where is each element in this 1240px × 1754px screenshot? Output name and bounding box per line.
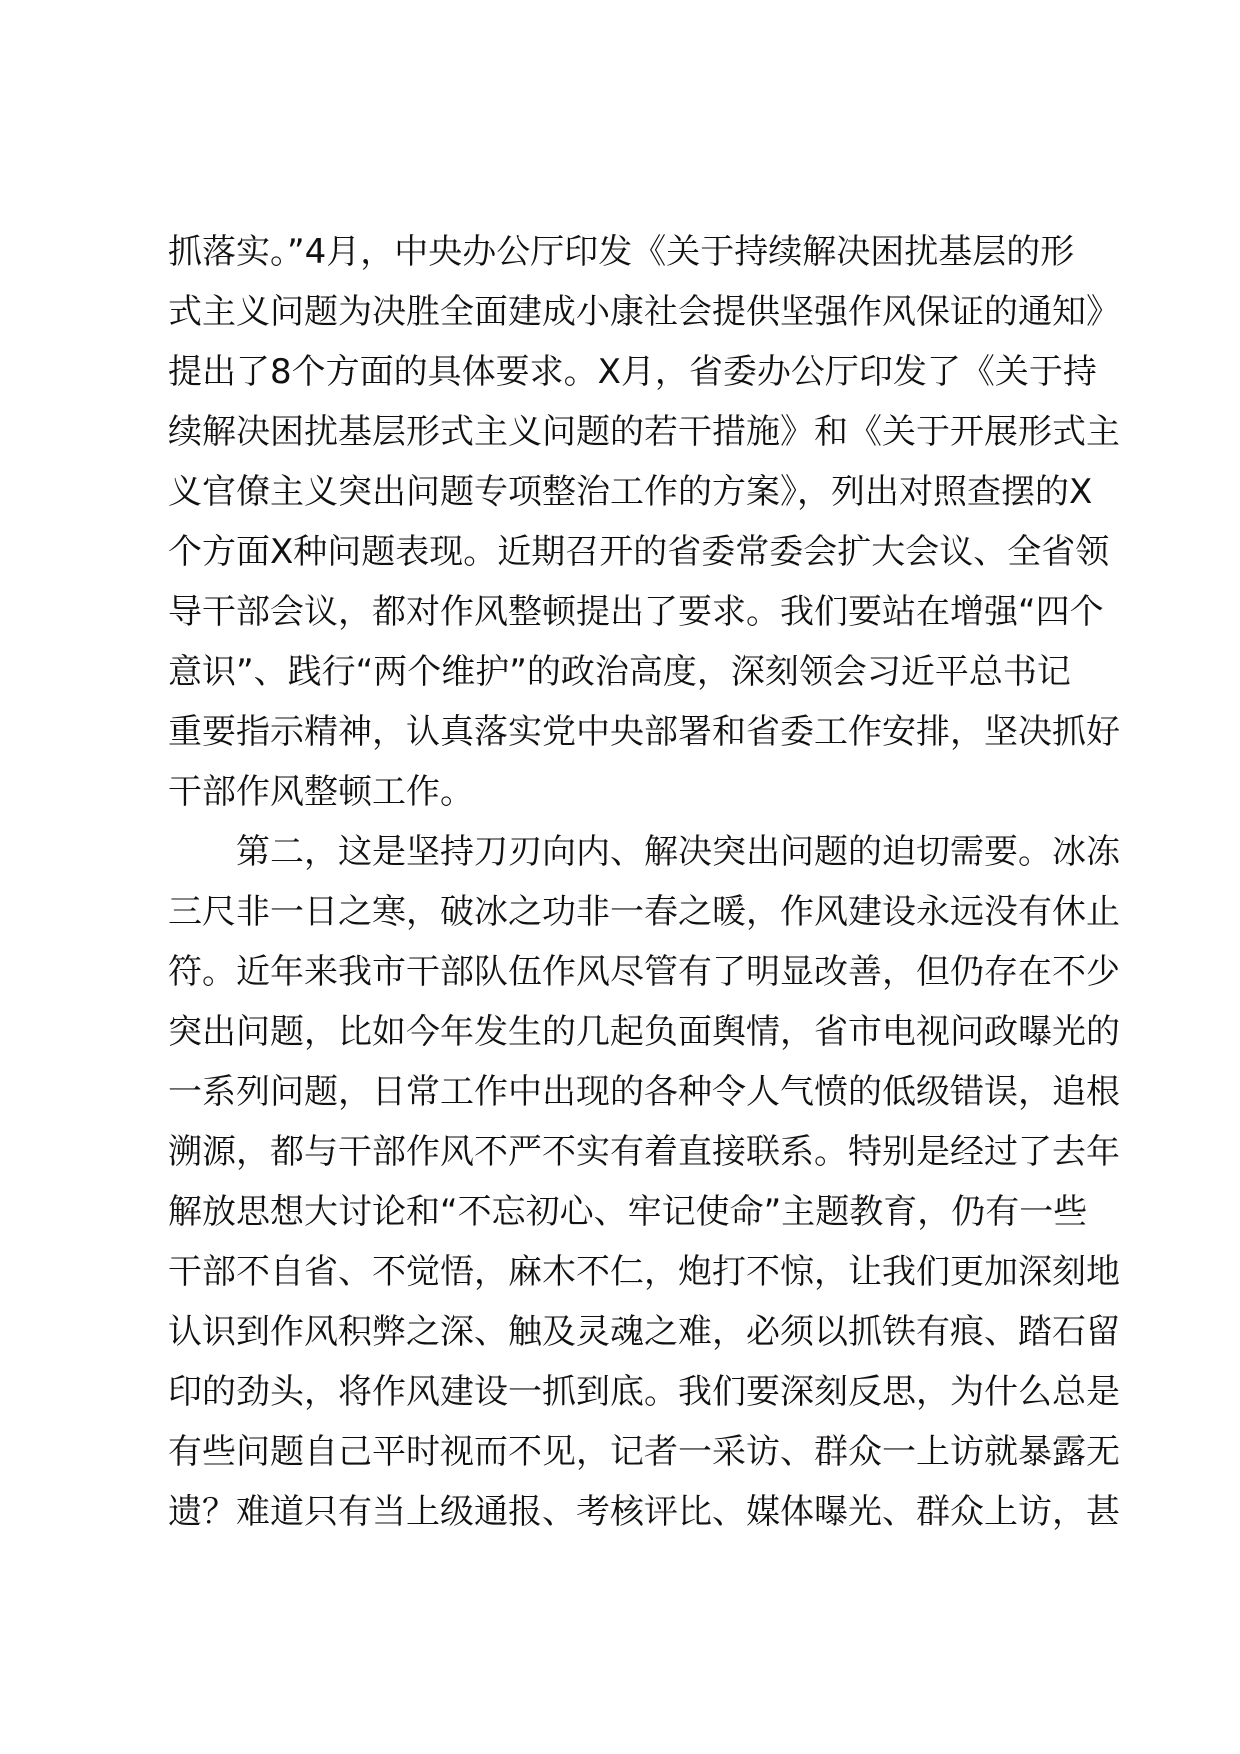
body-text	[168, 222, 1128, 1542]
text-line: 符。近年来我市干部队伍作风尽管有了明显改善，但仍存在不少	[168, 952, 1120, 992]
text-line: 突出问题，比如今年发生的几起负面舆情，省市电视问政曝光的	[168, 1012, 1120, 1052]
text-line: 解放思想大讨论和“不忘初心、牢记使命”主题教育，仍有一些	[168, 1192, 1088, 1232]
text-line: 提出了8个方面的具体要求。X月，省委办公厅印发了《关于持	[168, 352, 1097, 392]
text-line: 有些问题自己平时视而不见，记者一采访、群众一上访就暴露无	[168, 1432, 1120, 1472]
text-line: 个方面X种问题表现。近期召开的省委常委会扩大会议、全省领	[168, 532, 1110, 572]
text-line: 溯源，都与干部作风不严不实有着直接联系。特别是经过了去年	[168, 1132, 1120, 1172]
text-line: 印的劲头，将作风建设一抓到底。我们要深刻反思，为什么总是	[168, 1372, 1120, 1412]
text-line: 第二，这是坚持刀刃向内、解决突出问题的迫切需要。冰冻	[168, 832, 1120, 872]
text-line: 认识到作风积弊之深、触及灵魂之难，必须以抓铁有痕、踏石留	[168, 1312, 1120, 1352]
text-line: 三尺非一日之寒，破冰之功非一春之暖，作风建设永远没有休止	[168, 892, 1120, 932]
text-line: 抓落实。”4月，中央办公厅印发《关于持续解决困扰基层的形	[168, 232, 1075, 272]
text-line: 遗？难道只有当上级通报、考核评比、媒体曝光、群众上访，甚	[168, 1492, 1120, 1532]
text-line: 意识”、践行“两个维护”的政治高度，深刻领会习近平总书记	[168, 652, 1071, 692]
text-line: 式主义问题为决胜全面建成小康社会提供坚强作风保证的通知》	[168, 292, 1120, 332]
text-line: 导干部会议，都对作风整顿提出了要求。我们要站在增强“四个	[168, 592, 1104, 632]
text-line: 干部作风整顿工作。	[168, 772, 474, 812]
text-line: 干部不自省、不觉悟，麻木不仁，炮打不惊，让我们更加深刻地	[168, 1252, 1120, 1292]
text-line: 续解决困扰基层形式主义问题的若干措施》和《关于开展形式主	[168, 412, 1120, 452]
text-line: 重要指示精神，认真落实党中央部署和省委工作安排，坚决抓好	[168, 712, 1120, 752]
text-line: 义官僚主义突出问题专项整治工作的方案》，列出对照查摆的X	[168, 472, 1093, 512]
text-line: 一系列问题，日常工作中出现的各种令人气愤的低级错误，追根	[168, 1072, 1120, 1112]
